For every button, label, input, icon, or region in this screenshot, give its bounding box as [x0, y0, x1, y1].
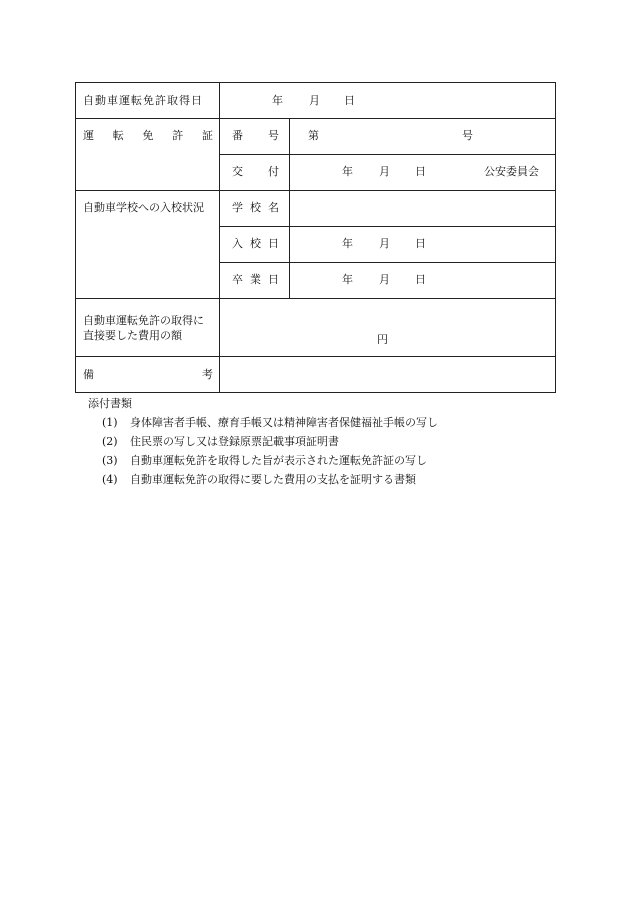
graduate-date-month: 月	[379, 273, 390, 286]
attachment-item-text: 身体障害者手帳、療育手帳又は精神障害者保健福祉手帳の写し	[130, 416, 438, 429]
row-divider	[219, 154, 555, 155]
license-issued-year: 年	[342, 165, 353, 178]
attachment-item-number: (1)	[102, 416, 118, 429]
enroll-date-month: 月	[379, 237, 390, 250]
enroll-date-year: 年	[342, 237, 353, 250]
row-divider	[76, 298, 555, 299]
column-divider	[289, 118, 290, 298]
row-divider	[76, 356, 555, 357]
graduate-date-label: 卒 業 日	[232, 273, 279, 286]
row-divider	[219, 262, 555, 263]
graduate-date-year: 年	[342, 273, 353, 286]
attachment-item-number: (2)	[102, 435, 118, 448]
attachment-item-number: (4)	[102, 473, 118, 486]
license-issued-authority: 公安委員会	[484, 165, 539, 178]
license-date-year: 年	[272, 94, 283, 107]
cost-unit: 円	[377, 333, 388, 346]
attachment-item-number: (3)	[102, 454, 118, 467]
graduate-date-day: 日	[415, 273, 426, 286]
license-date-label: 自動車運転免許取得日	[83, 94, 203, 107]
cost-label-line1: 自動車運転免許の取得に	[83, 314, 204, 327]
license-issued-month: 月	[379, 165, 390, 178]
application-form-table	[75, 82, 556, 393]
row-divider	[219, 226, 555, 227]
row-divider	[76, 118, 555, 119]
attachment-item-text: 住民票の写し又は登録原票記載事項証明書	[130, 435, 339, 448]
column-divider	[219, 83, 220, 392]
license-number-label: 番 号	[232, 129, 279, 142]
remarks-label: 備 考	[83, 368, 213, 381]
attachments-title: 添付書類	[88, 397, 132, 410]
cost-label-line2: 直接要した費用の額	[83, 329, 182, 342]
row-divider	[76, 190, 555, 191]
school-name-label: 学 校 名	[232, 201, 279, 214]
license-issued-label: 交 付	[232, 165, 279, 178]
license-number-suffix: 号	[462, 129, 473, 142]
license-number-prefix: 第	[308, 129, 319, 142]
enroll-date-label: 入 校 日	[232, 237, 279, 250]
license-date-month: 月	[309, 94, 320, 107]
attachment-item-text: 自動車運転免許の取得に要した費用の支払を証明する書類	[130, 473, 416, 486]
license-issued-day: 日	[415, 165, 426, 178]
school-label: 自動車学校への入校状況	[83, 201, 204, 214]
license-date-day: 日	[344, 94, 355, 107]
enroll-date-day: 日	[415, 237, 426, 250]
license-label: 運 転 免 許 証	[83, 129, 213, 142]
attachment-item-text: 自動車運転免許を取得した旨が表示された運転免許証の写し	[130, 454, 427, 467]
